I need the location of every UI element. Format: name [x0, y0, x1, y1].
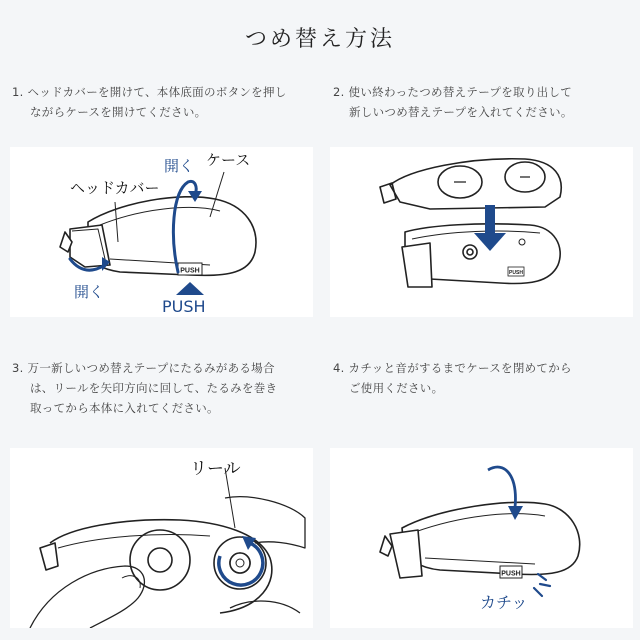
push-label: PUSH: [162, 297, 206, 316]
right-hand-outline: [225, 497, 305, 548]
reel-label: リール: [190, 459, 241, 479]
step-1-drawing: [10, 147, 313, 317]
reel-spindle: [463, 245, 477, 259]
step-2-drawing: [330, 147, 633, 317]
step-2-text: [333, 82, 573, 122]
step-1-line-1: ヘッドカバーを開けて、本体底面のボタンを押し: [27, 85, 287, 99]
step-3-line-1: 万一新しいつめ替えテープにたるみがある場合: [27, 361, 275, 375]
step-1-illustration: [10, 147, 313, 317]
step-2-illustration: [330, 147, 633, 317]
step-3-number: 3.: [12, 361, 24, 375]
step-1-number: 1.: [12, 85, 24, 99]
open-label-top: 開く: [164, 157, 195, 175]
step-2-line-2: 新しいつめ替えテープを入れてください。: [349, 105, 573, 119]
open-label-bottom: 開く: [74, 283, 105, 301]
step-4-line-1: カチッと音がするまでケースを閉めてから: [348, 361, 572, 375]
case-label: ケース: [206, 151, 251, 169]
step-1-line-2: ながらケースを開けてください。: [30, 105, 207, 119]
push-badge-2-label: PUSH: [509, 270, 523, 276]
push-badge-4-label: PUSH: [501, 570, 521, 578]
page-title: つめ替え方法: [244, 27, 395, 52]
close-arrow-head: [508, 506, 523, 520]
closed-case-outline: [402, 502, 580, 574]
insert-arrow-shaft: [485, 205, 495, 235]
step-4-number: 4.: [333, 361, 345, 375]
step-1-text: [12, 82, 287, 122]
step-4-illustration: [330, 448, 633, 628]
click-sound-marks: [534, 574, 550, 596]
step-3-text: [12, 358, 277, 418]
click-label: カチッ: [480, 593, 528, 612]
push-badge-label: PUSH: [180, 267, 200, 275]
push-up-triangle: [176, 282, 204, 295]
step-3-line-3: 取ってから本体に入れてください。: [30, 401, 219, 415]
step-3-drawing: [10, 448, 313, 628]
step-4-text: [333, 358, 572, 398]
upper-lid-outline: [390, 159, 561, 209]
insert-arrow-head: [474, 233, 506, 251]
head-cover-label: ヘッドカバー: [70, 179, 160, 197]
rotate-arrow-head: [242, 536, 256, 550]
step-2-number: 2.: [333, 85, 345, 99]
step-3-illustration: [10, 448, 313, 628]
step-3-line-2: は、リールを矢印方向に回して、たるみを巻き: [30, 381, 278, 395]
step-2-line-1: 使い終わったつめ替えテープを取り出して: [348, 85, 573, 99]
closed-head-cover: [390, 530, 422, 578]
step-4-line-2: ご使用ください。: [349, 381, 444, 395]
